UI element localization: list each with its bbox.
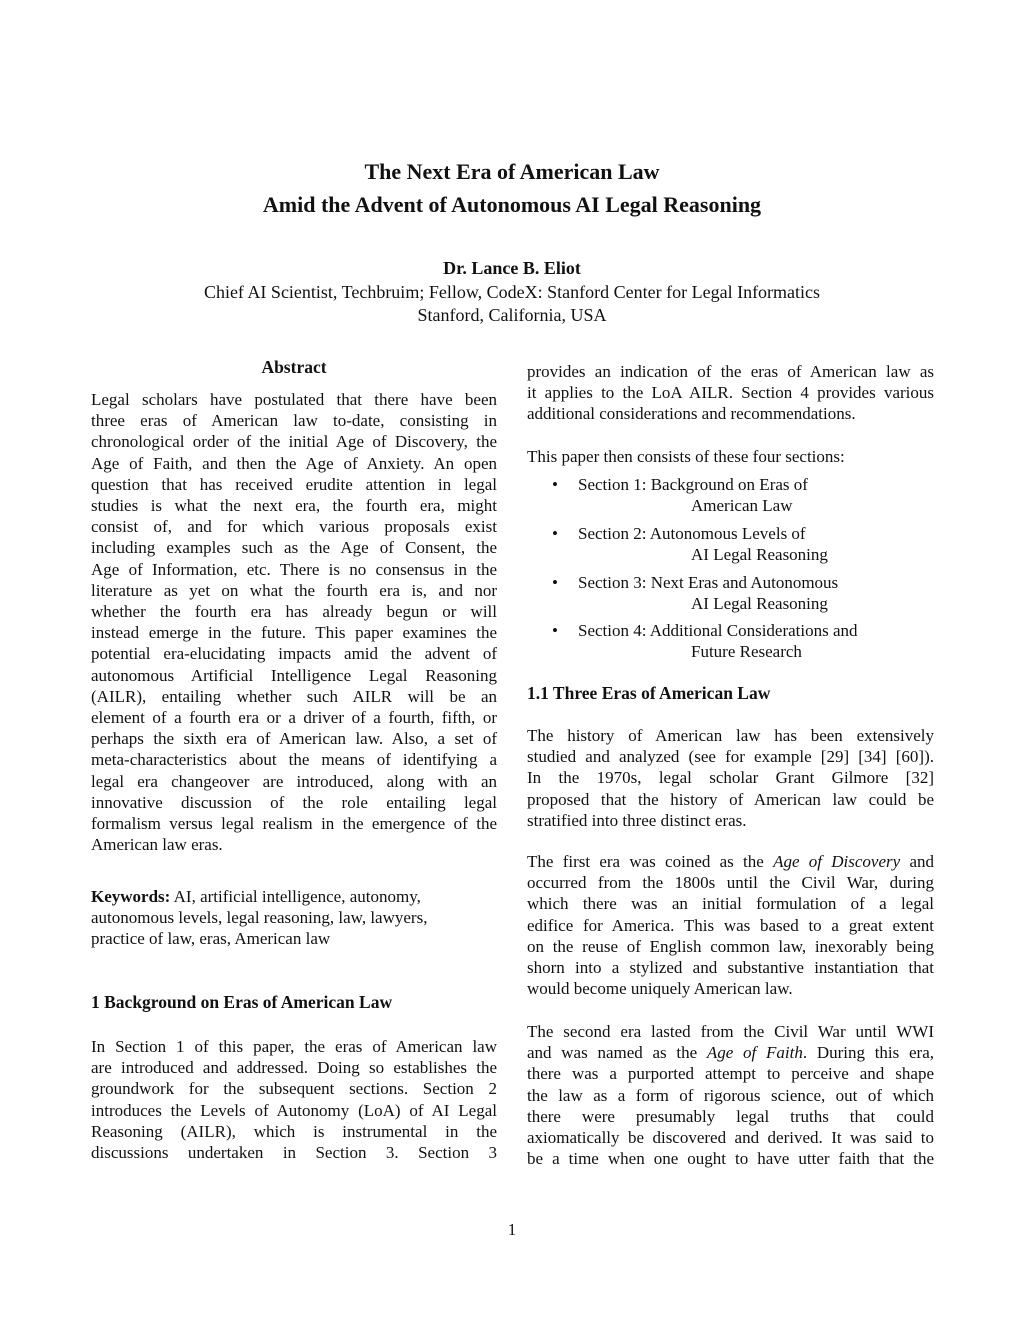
subsection-1-1-heading: 1.1 Three Eras of American Law	[527, 683, 771, 703]
text-line: The second era lasted from the Civil War until WWI	[527, 1022, 934, 1041]
author-affiliation: Chief AI Scientist, Techbruim; Fellow, CodeX: Stanford Center for Legal Informatics	[203, 282, 821, 302]
text-line: whether the fourth era has already begun or will	[91, 602, 497, 622]
bullet-icon: •	[552, 573, 558, 592]
bullet-text: Section 1: Background on Eras of	[578, 475, 808, 494]
author-location: Stanford, California, USA	[417, 305, 607, 325]
section-1-body	[91, 1036, 497, 1163]
text-line: introduces the Levels of Autonomy (LoA) of AI Legal	[91, 1100, 497, 1120]
text-line: which there was an initial formulation of a legal	[527, 894, 934, 914]
text-line: studied and analyzed (see for example [29] [34] [60]).	[527, 747, 934, 767]
text-line: are introduced and addressed. Doing so establishes the	[91, 1058, 497, 1078]
text-fragment: . During this era,	[802, 1043, 935, 1063]
text-fragment: and was named as the	[527, 1043, 707, 1063]
text-line: instead emerge in the future. This paper examines the	[91, 623, 497, 643]
text-line	[527, 1042, 934, 1063]
text-line: edifice for America. This was based to a great extent	[527, 915, 934, 935]
text-line: formalism versus legal realism in the emergence of the	[91, 814, 497, 834]
text-line: American law eras.	[91, 835, 223, 855]
text-line: there were presumably legal truths that could	[527, 1106, 934, 1126]
text-fragment: The first era was coined as the	[527, 852, 774, 871]
bullet-text: AI Legal Reasoning	[691, 545, 828, 564]
text-line: potential era-elucidating impacts amid the advent of	[91, 644, 497, 664]
text-line: autonomous Artificial Intelligence Legal Reasoning	[91, 665, 497, 685]
italic-term: Age of Discovery	[773, 852, 901, 871]
text-line: question that has received erudite attention in legal	[91, 474, 497, 494]
text-line: three eras of American law to-date, consisting in	[91, 411, 497, 431]
text-fragment: and	[900, 852, 934, 871]
subsection-para-2	[527, 851, 934, 999]
text-line: groundwork for the subsequent sections. Section 2	[91, 1079, 497, 1099]
bullet-text: American Law	[691, 496, 793, 515]
section-1-heading: 1 Background on Eras of American Law	[91, 992, 393, 1012]
text-line: would become uniquely American law.	[527, 979, 793, 999]
bullet-text: Section 4: Additional Considerations and	[578, 621, 858, 640]
text-line: there was a purported attempt to perceive and shape	[527, 1064, 934, 1084]
bullet-text: Future Research	[691, 642, 802, 661]
text-line: innovative discussion of the role entailing legal	[91, 792, 497, 812]
text-line: studies is what the next era, the fourth era, might	[91, 496, 497, 516]
text-line: chronological order of the initial Age of Discovery, the	[91, 432, 497, 452]
bullet-icon: •	[552, 475, 558, 494]
page-number: 1	[507, 1220, 517, 1239]
sections-lead: This paper then consists of these four sections:	[527, 447, 845, 466]
text-line: be a time when one ought to have utter faith that the	[527, 1149, 934, 1169]
text-line: proposed that the history of American law could be	[527, 789, 934, 809]
text-line: occurred from the 1800s until the Civil War, during	[527, 873, 934, 893]
text-line: provides an indication of the eras of American law as	[527, 362, 934, 381]
text-line: Reasoning (AILR), which is instrumental in the	[91, 1121, 497, 1141]
subsection-para-1	[527, 725, 934, 831]
keywords	[91, 886, 497, 950]
text-line: additional considerations and recommendations.	[527, 404, 856, 424]
paper-title-line-2: Amid the Advent of Autonomous AI Legal Reasoning	[262, 192, 762, 217]
text-line: In Section 1 of this paper, the eras of American law	[91, 1037, 497, 1056]
text-line: element of a fourth era or a driver of a fourth, fifth, or	[91, 708, 497, 728]
bullet-text: Section 3: Next Eras and Autonomous	[578, 573, 839, 592]
keywords-label: Keywords:	[91, 887, 171, 906]
text-line: meta-characteristics about the means of identifying a	[91, 750, 497, 770]
text-line: consist of, and for which various proposals exist	[91, 517, 497, 537]
text-line: axiomatically be discovered and derived. It was said to	[527, 1128, 934, 1148]
text-line: In the 1970s, legal scholar Grant Gilmore [32]	[527, 768, 934, 788]
keywords-text: practice of law, eras, American law	[91, 929, 331, 949]
text-line: Age of Information, etc. There is no consensus in the	[91, 559, 497, 579]
text-line: literature as yet on what the fourth era is, and nor	[91, 580, 497, 600]
subsection-para-3	[527, 1021, 934, 1169]
bullet-text: AI Legal Reasoning	[691, 594, 828, 613]
text-line: it applies to the LoA AILR. Section 4 provides various	[527, 383, 934, 403]
text-line: (AILR), entailing whether such AILR will be an	[91, 686, 497, 706]
abstract-heading: Abstract	[261, 357, 327, 377]
italic-term: Age of Faith	[706, 1043, 803, 1063]
text-line: perhaps the sixth era of American law. Also, a set of	[91, 729, 497, 749]
abstract-body	[91, 389, 497, 855]
text-line: Legal scholars have postulated that there have been	[91, 390, 497, 409]
text-line: Age of Faith, and then the Age of Anxiety. An open	[91, 453, 497, 473]
bullet-icon: •	[552, 524, 558, 543]
bullet-text: Section 2: Autonomous Levels of	[578, 524, 806, 543]
right-intro-body	[527, 361, 934, 425]
text-line: on the reuse of English common law, inexorably being	[527, 936, 934, 956]
text-line: stratified into three distinct eras.	[527, 810, 747, 830]
text-line: the law as a form of rigorous science, out of which	[527, 1085, 934, 1105]
text-line: including examples such as the Age of Consent, the	[91, 538, 497, 558]
bullet-icon: •	[552, 621, 558, 640]
author-name: Dr. Lance B. Eliot	[443, 258, 581, 278]
text-line: discussions undertaken in Section 3. Section 3	[91, 1143, 497, 1163]
text-line: shorn into a stylized and substantive instantiation that	[527, 958, 934, 978]
text-line	[527, 851, 934, 872]
keywords-text: autonomous levels, legal reasoning, law, lawyers,	[91, 908, 428, 928]
text-line: The history of American law has been extensively	[527, 726, 934, 745]
paper-title-line-1: The Next Era of American Law	[364, 159, 660, 184]
text-line: legal era changeover are introduced, along with an	[91, 771, 497, 791]
keywords-text: AI, artificial intelligence, autonomy,	[170, 887, 421, 906]
